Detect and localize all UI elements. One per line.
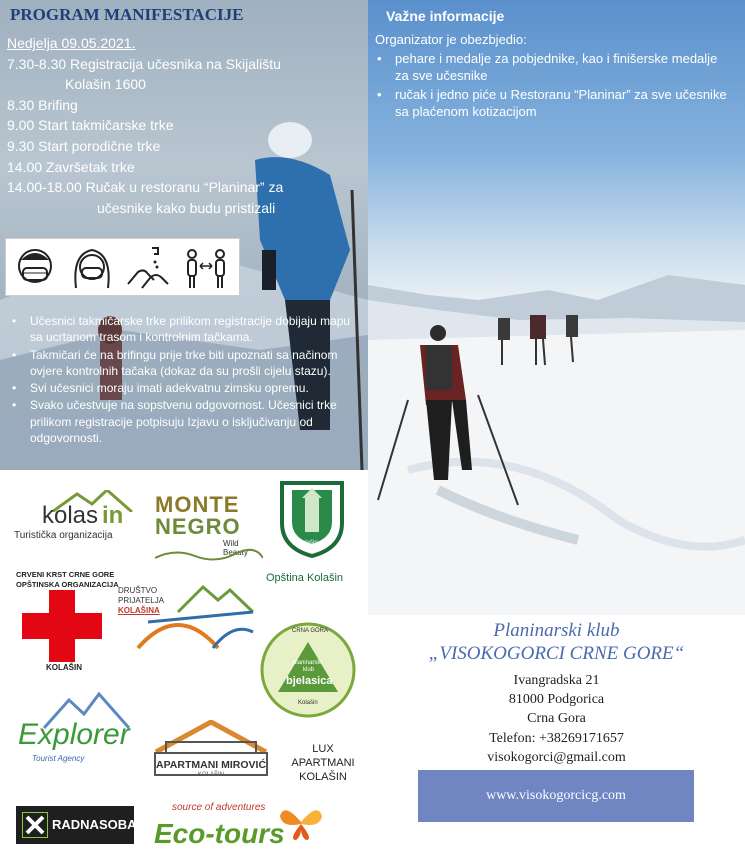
montenegro-subtitle: Wild Beauty [223, 539, 248, 557]
bjelasica-line-2: klub [303, 667, 315, 673]
kolasin-subtitle: Turistička organizacija [14, 530, 113, 541]
club-name-line-1: Planinarski klub [493, 620, 620, 641]
shield-text: Kolašin [298, 540, 318, 546]
red-cross-city: KOLAŠIN [46, 663, 82, 672]
rules-list [10, 313, 362, 447]
red-cross-icon [22, 590, 102, 662]
schedule-line: Kolašin 1600 [65, 76, 146, 93]
schedule-line: 9.00 Start takmičarske trke [7, 117, 174, 134]
kolasin-tourism-logo [12, 490, 142, 550]
apartmani-mirovic-logo [152, 720, 270, 780]
explorer-logo [14, 690, 144, 770]
red-cross-logo [12, 570, 117, 675]
info-organizer: Organizator je obezbjedio: [375, 32, 527, 47]
drustvo-line-2: PRIJATELJA [118, 596, 165, 605]
schedule-line: 9.30 Start porodične trke [7, 137, 161, 154]
info-item: • pehare i medalje za pobjednike, kao i finišerske medalje za sve učesnike [375, 50, 730, 84]
house-roof-icon [152, 720, 270, 754]
pk-bjelasica-logo [260, 622, 356, 718]
explorer-subtitle: Tourist Agency [32, 754, 85, 763]
bjelasica-line-3: bjelasica [286, 675, 333, 687]
club-street: Ivangradska 21 [513, 673, 600, 688]
face-mask-man-icon [11, 244, 59, 292]
hand-sanitizer-icon [124, 244, 172, 292]
lux-line-2: APARTMANI [291, 757, 355, 769]
bridge-mountain-icon [118, 582, 258, 652]
opstina-kolasin-logo [262, 478, 362, 590]
covid-measures-box [5, 238, 240, 296]
montenegro-word-1: MONTE [155, 492, 240, 517]
rule-item: • Svako učestvuje na sopstvenu odgovornost. Učesnici trke prilikom registracije potpisuju Izjavu o isključivanju od odgovornosti. [10, 397, 362, 446]
explorer-word: Explorer [18, 718, 130, 751]
lux-line-3: KOLAŠIN [299, 771, 347, 783]
club-email[interactable]: visokogorci@gmail.com [487, 750, 626, 765]
social-distance-icon [182, 244, 230, 292]
lux-line-1: LUX [312, 743, 334, 755]
schedule-line: 8.30 Brifing [7, 96, 78, 113]
club-name-line-2: „VISOKOGORCI CRNE GORE“ [428, 643, 685, 664]
radnasoba-word: RADNASOBA [52, 817, 137, 832]
website-link[interactable]: www.visokogorcicg.com [486, 788, 626, 803]
program-date: Nedjelja 09.05.2021. [7, 35, 136, 51]
butterfly-icon [278, 802, 324, 842]
bjelasica-line-1: planinarski [293, 660, 322, 666]
kolasin-word: kolas [42, 502, 99, 529]
landscape-icon [155, 548, 263, 562]
schedule-line: 14.00-18.00 Ručak u restoranu “Planinar” za [7, 179, 284, 196]
drustvo-line-3: KOLAŠINA [118, 606, 160, 615]
eco-tagline: source of adventures [172, 802, 266, 813]
radnasoba-x-icon [22, 812, 48, 838]
radnasoba-logo [16, 806, 137, 844]
shield-icon [277, 478, 347, 558]
program-schedule [7, 33, 362, 218]
schedule-line: učesnike kako budu pristizali [97, 199, 276, 216]
eco-tours-logo [150, 800, 328, 856]
club-city: 81000 Podgorica [508, 692, 605, 707]
bjelasica-bottom: Kolašin [298, 700, 318, 706]
apartmani-city: KOLAŠIN [198, 772, 225, 778]
rule-item: • Takmičari će na brifingu prije trke biti upoznati sa načinom ovjere kontrolnih tačaka (dokaz da su prošli cijelu stazu). [10, 347, 362, 380]
schedule-line: 7.30-8.30 Registracija učesnika na Skijalištu [7, 55, 281, 72]
red-cross-line-2: OPŠTINSKA ORGANIZACIJA [16, 580, 119, 589]
drustvo-line-1: DRUŠTVO [118, 586, 158, 595]
montenegro-word-2: NEGRO [155, 514, 241, 539]
rule-item: • Učesnici takmičarske trke prilikom registracije dobijaju mapu sa ucrtanom trasom i kontrolnim tačkama. [10, 313, 362, 346]
schedule-line: 14.00 Završetak trke [7, 158, 135, 175]
drustvo-logo [118, 582, 258, 652]
info-list [375, 50, 730, 122]
bjelasica-top: CRNA GORA [292, 628, 329, 634]
eco-word: Eco-tours [154, 818, 285, 849]
face-mask-woman-icon [68, 244, 116, 292]
rule-item: • Svi učesnici moraju imati adekvatnu zimsku opremu. [10, 380, 362, 396]
club-phone: Telefon: +38269171657 [489, 731, 624, 746]
club-country: Crna Gora [527, 711, 586, 726]
red-cross-line-1: CRVENI KRST CRNE GORE [16, 570, 115, 579]
info-title: Važne informacije [386, 8, 505, 24]
website-box[interactable] [418, 770, 694, 822]
opstina-label: Opština Kolašin [266, 572, 344, 584]
program-title: PROGRAM MANIFESTACIJE [10, 5, 244, 24]
info-item: • ručak i jedno piće u Restoranu “Planinar” za sve učesnike sa plaćenom kotizacijom [375, 86, 730, 120]
montenegro-logo [155, 492, 263, 564]
apartmani-name: APARTMANI MIROVIĆ [156, 759, 267, 771]
kolasin-in-word: in [102, 502, 124, 529]
lux-apartmani-label [280, 742, 366, 792]
